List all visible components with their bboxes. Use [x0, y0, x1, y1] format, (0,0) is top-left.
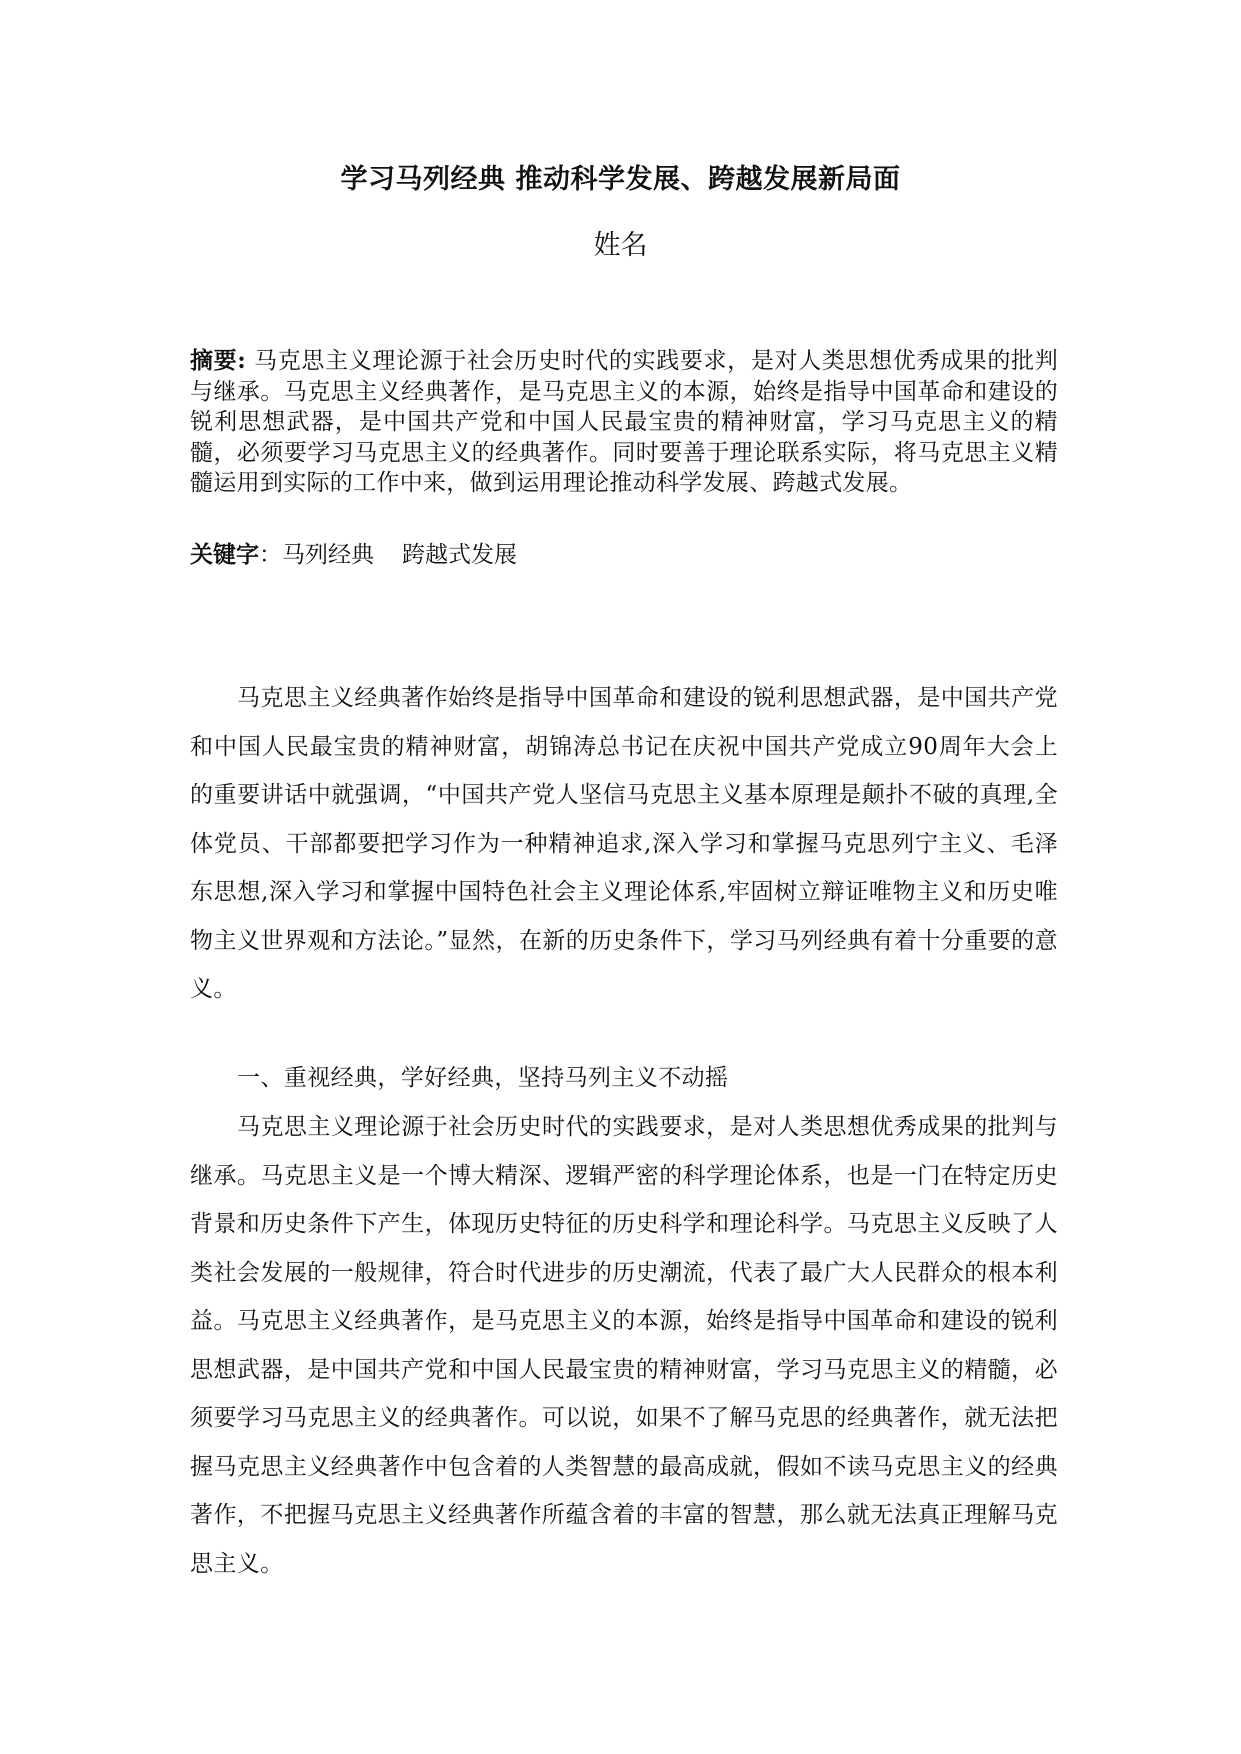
abstract-block: [190, 346, 1058, 499]
keyword-item: 跨越式发展: [402, 542, 517, 568]
section-paragraph: 马克思主义理论源于社会历史时代的实践要求，是对人类思想优秀成果的批判与继承。马克思主义是一个博大精深、逻辑严密的科学理论体系，也是一门在特定历史背景和历史条件下产生，体现历史特征的历史科学和理论科学。马克思主义反映了人类社会发展的一般规律，符合时代进步的历史潮流，代表了最广大人民群众的根本利益。马克思主义经典著作，是马克思主义的本源，始终是指导中国革命和建设的锐利思想武器，是中国共产党和中国人民最宝贵的精神财富，学习马克思主义的精髓，必须要学习马克思主义的经典著作。可以说，如果不了解马克思的经典著作，就无法把握马克思主义经典著作中包含着的人类智慧的最高成就，假如不读马克思主义的经典著作，不把握马克思主义经典著作所蕴含着的丰富的智慧，那么就无法真正理解马克思主义。: [190, 1114, 1058, 1577]
keywords-label: 关键字: [190, 541, 259, 568]
abstract-label: 摘要:: [190, 347, 247, 374]
intro-paragraph: 马克思主义经典著作始终是指导中国革命和建设的锐利思想武器，是中国共产党和中国人民最宝贵的精神财富，胡锦涛总书记在庆祝中国共产党成立90周年大会上的重要讲话中就强调，“中国共产党人坚信马克思主义基本原理是颠扑不破的真理,全体党员、干部都要把学习作为一种精神追求,深入学习和掌握马克思列宁主义、毛泽东思想,深入学习和掌握中国特色社会主义理论体系,牢固树立辩证唯物主义和历史唯物主义世界观和方法论。”显然，在新的历史条件下，学习马列经典有着十分重要的意义。: [190, 685, 1058, 1002]
author-name: 姓名: [593, 230, 648, 261]
section-heading: 一、重视经典，学好经典，坚持马列主义不动摇: [237, 1065, 729, 1091]
abstract-text: 马克思主义理论源于社会历史时代的实践要求，是对人类思想优秀成果的批判与继承。马克思主义经典著作，是马克思主义的本源，始终是指导中国革命和建设的锐利思想武器，是中国共产党和中国人民最宝贵的精神财富，学习马克思主义的精髓，必须要学习马克思主义的经典著作。同时要善于理论联系实际，将马克思主义精髓运用到实际的工作中来，做到运用理论推动科学发展、跨越式发展。: [190, 348, 1059, 496]
keywords-separator: ：: [259, 542, 282, 568]
keyword-item: 马列经典: [282, 542, 374, 568]
keywords-block: [190, 540, 1058, 570]
document-title: 学习马列经典 推动科学发展、跨越发展新局面: [340, 164, 901, 195]
